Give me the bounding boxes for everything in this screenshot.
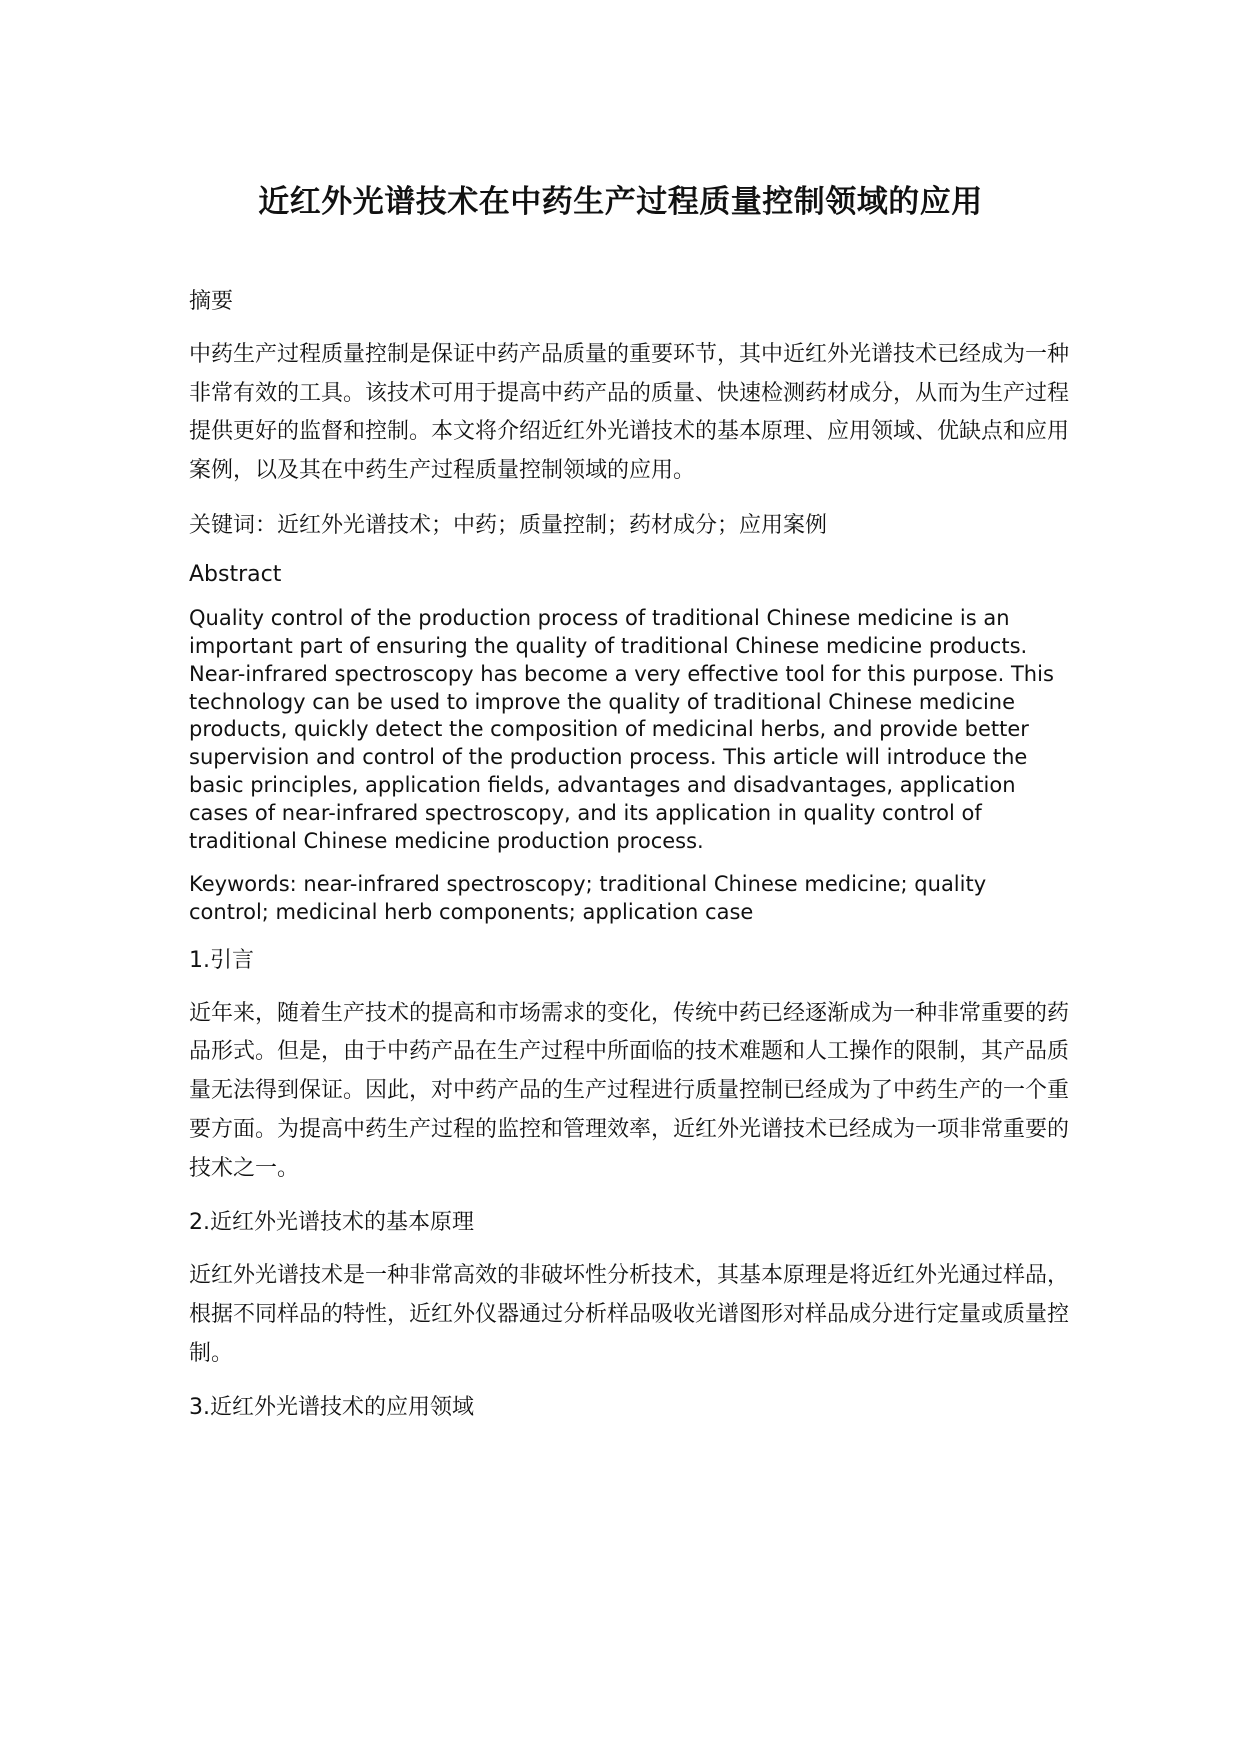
section-3-heading: 3.近红外光谱技术的应用领域 bbox=[189, 1395, 474, 1421]
section-1-text: 近年来，随着生产技术的提高和市场需求的变化，传统中药已经逐渐成为一种非常重要的药品形式。但是，由于中药产品在生产过程中所面临的技术难题和人工操作的限制，其产品质量无法得到保证。因此，对中药产品的生产过程进行质量控制已经成为了中药生产的一个重要方面。为提高中药生产过程的监控和管理效率，近红外光谱技术已经成为一项非常重要的技术之一。 bbox=[189, 1000, 1070, 1181]
document-title: 近红外光谱技术在中药生产过程质量控制领域的应用 bbox=[258, 184, 983, 220]
keywords-en: Keywords: near-infrared spectroscopy; traditional Chinese medicine; quality control; medicinal herb components; application case bbox=[189, 871, 987, 924]
keywords-cn: 关键词：近红外光谱技术；中药；质量控制；药材成分；应用案例 bbox=[189, 512, 828, 538]
section-1-heading: 1.引言 bbox=[189, 947, 254, 973]
abstract-cn-text: 中药生产过程质量控制是保证中药产品质量的重要环节，其中近红外光谱技术已经成为一种非常有效的工具。该技术可用于提高中药产品的质量、快速检测药材成分，从而为生产过程提供更好的监督和控制。本文将介绍近红外光谱技术的基本原理、应用领域、优缺点和应用案例，以及其在中药生产过程质量控制领域的应用。 bbox=[189, 342, 1070, 484]
section-2-text: 近红外光谱技术是一种非常高效的非破坏性分析技术，其基本原理是将近红外光通过样品，根据不同样品的特性，近红外仪器通过分析样品吸收光谱图形对样品成分进行定量或质量控制。 bbox=[189, 1263, 1070, 1366]
document-body bbox=[189, 283, 1069, 1442]
abstract-en-text: Quality control of the production process of traditional Chinese medicine is an important part of ensuring the quality of traditional Chinese medicine products. Near-infrared spectroscopy has become a very effective tool for this purpose. This technology can be used to improve the quality of traditional Chinese medicine products, quickly detect the composition of medicinal herbs, and provide better supervision and control of the production process. This article will introduce the basic principles, application fields, advantages and disadvantages, application cases of near-infrared spectroscopy, and its application in quality control of traditional Chinese medicine production process. bbox=[189, 605, 1054, 854]
abstract-en-heading: Abstract bbox=[189, 561, 282, 587]
abstract-cn-heading: 摘要 bbox=[189, 289, 234, 314]
section-2-heading: 2.近红外光谱技术的基本原理 bbox=[189, 1210, 474, 1236]
